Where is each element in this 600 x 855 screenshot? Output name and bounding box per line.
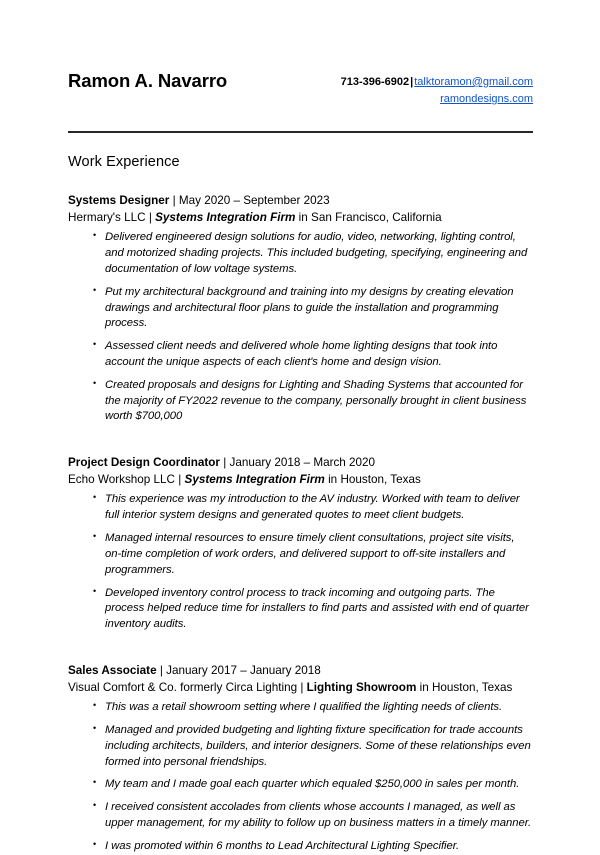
job-title: Project Design Coordinator	[68, 456, 220, 470]
job-bullets	[68, 700, 533, 855]
job-company-line	[68, 472, 533, 489]
resume-header	[68, 68, 533, 108]
contact-line-primary	[341, 74, 533, 91]
job-title-line	[68, 663, 533, 680]
contact-block	[341, 68, 533, 108]
job-firm-type: Systems Integration Firm	[184, 472, 325, 486]
contact-separator: |	[410, 76, 414, 88]
job-company-separator: |	[148, 210, 152, 224]
job-title-separator: |	[223, 456, 227, 470]
job-bullets	[68, 230, 533, 425]
job-bullets	[68, 492, 533, 633]
contact-line-secondary	[341, 91, 533, 108]
email-link[interactable]: talktoramon@gmail.com	[414, 76, 533, 88]
job-bullet: • This was a retail showroom setting where I qualified the lighting needs of clients.	[68, 700, 533, 716]
job-bullet: • Assessed client needs and delivered whole home lighting designs that took into account the unique aspects of each client's home and design vision.	[68, 339, 533, 371]
job-title-line	[68, 193, 533, 210]
job-firm-type: Systems Integration Firm	[155, 210, 296, 224]
job-dates: January 2018 – March 2020	[229, 456, 376, 470]
job-dates: January 2017 – January 2018	[166, 663, 321, 677]
job-company-separator: |	[300, 680, 304, 694]
job-location-prefix: in	[298, 210, 308, 224]
job-title-line	[68, 455, 533, 472]
job-location: Houston, Texas	[340, 472, 421, 486]
job-title-separator: |	[159, 663, 163, 677]
job-bullet: • Delivered engineered design solutions for audio, video, networking, lighting control, and motorized shading projects. This included budgeting, specifying, engineering and documentation of low voltage systems.	[68, 230, 533, 277]
job-bullet: • This experience was my introduction to the AV industry. Worked with team to deliver full interior system designs and generated quotes to meet client budgets.	[68, 492, 533, 524]
job-company: Visual Comfort & Co. formerly Circa Lighting	[68, 680, 298, 694]
job-company-line	[68, 680, 533, 697]
website-link[interactable]: ramondesigns.com	[440, 93, 533, 106]
job-location: Houston, Texas	[431, 680, 513, 694]
candidate-name: Ramon A. Navarro	[68, 70, 228, 91]
job-bullet: • I received consistent accolades from clients whose accounts I managed, as well as upper management, for my ability to follow up on business matters in a timely manner.	[68, 800, 533, 832]
header-divider	[68, 131, 533, 133]
job-title-separator: |	[172, 194, 176, 208]
job-bullet: • I was promoted within 6 months to Lead Architectural Lighting Specifier.	[68, 839, 533, 855]
section-title-work-experience: Work Experience	[68, 154, 180, 171]
job-entry	[68, 193, 533, 425]
job-entry	[68, 663, 533, 855]
job-dates: May 2020 – September 2023	[178, 194, 330, 208]
job-title: Systems Designer	[68, 194, 170, 208]
job-location-prefix: in	[328, 472, 338, 486]
job-entry	[68, 455, 533, 633]
job-title: Sales Associate	[68, 663, 157, 677]
job-company-separator: |	[178, 472, 182, 486]
job-location-prefix: in	[419, 680, 429, 694]
job-bullet: • Managed and provided budgeting and lighting fixture specification for trade accounts including architects, builders, and interior designers. Some of these relationships even formed into personal friendships.	[68, 723, 533, 770]
phone-number: 713-396-6902	[340, 76, 410, 88]
job-bullet: • Put my architectural background and training into my designs by creating elevation drawings and architectural floor plans to guide the installation and programming process.	[68, 285, 533, 332]
job-location: San Francisco, California	[311, 210, 442, 224]
job-bullet: • My team and I made goal each quarter which equaled $250,000 in sales per month.	[68, 777, 533, 793]
job-bullet: • Created proposals and designs for Lighting and Shading Systems that accounted for the majority of FY2022 revenue to the company, personally brought in client business worth $700,000	[68, 378, 533, 425]
job-bullet: • Developed inventory control process to track incoming and outgoing parts. The process helped reduce time for installers to find parts and assisted with end of quarter inventory audits.	[68, 586, 533, 633]
job-firm-type: Lighting Showroom	[306, 680, 417, 694]
jobs-list	[68, 193, 533, 855]
job-bullet: • Managed internal resources to ensure timely client consultations, project site visits, on-time completion of work orders, and delivered support to off-site installers and programmers.	[68, 531, 533, 578]
job-company-line	[68, 210, 533, 227]
job-company: Hermary's LLC	[68, 210, 146, 224]
job-company: Echo Workshop LLC	[68, 472, 175, 486]
